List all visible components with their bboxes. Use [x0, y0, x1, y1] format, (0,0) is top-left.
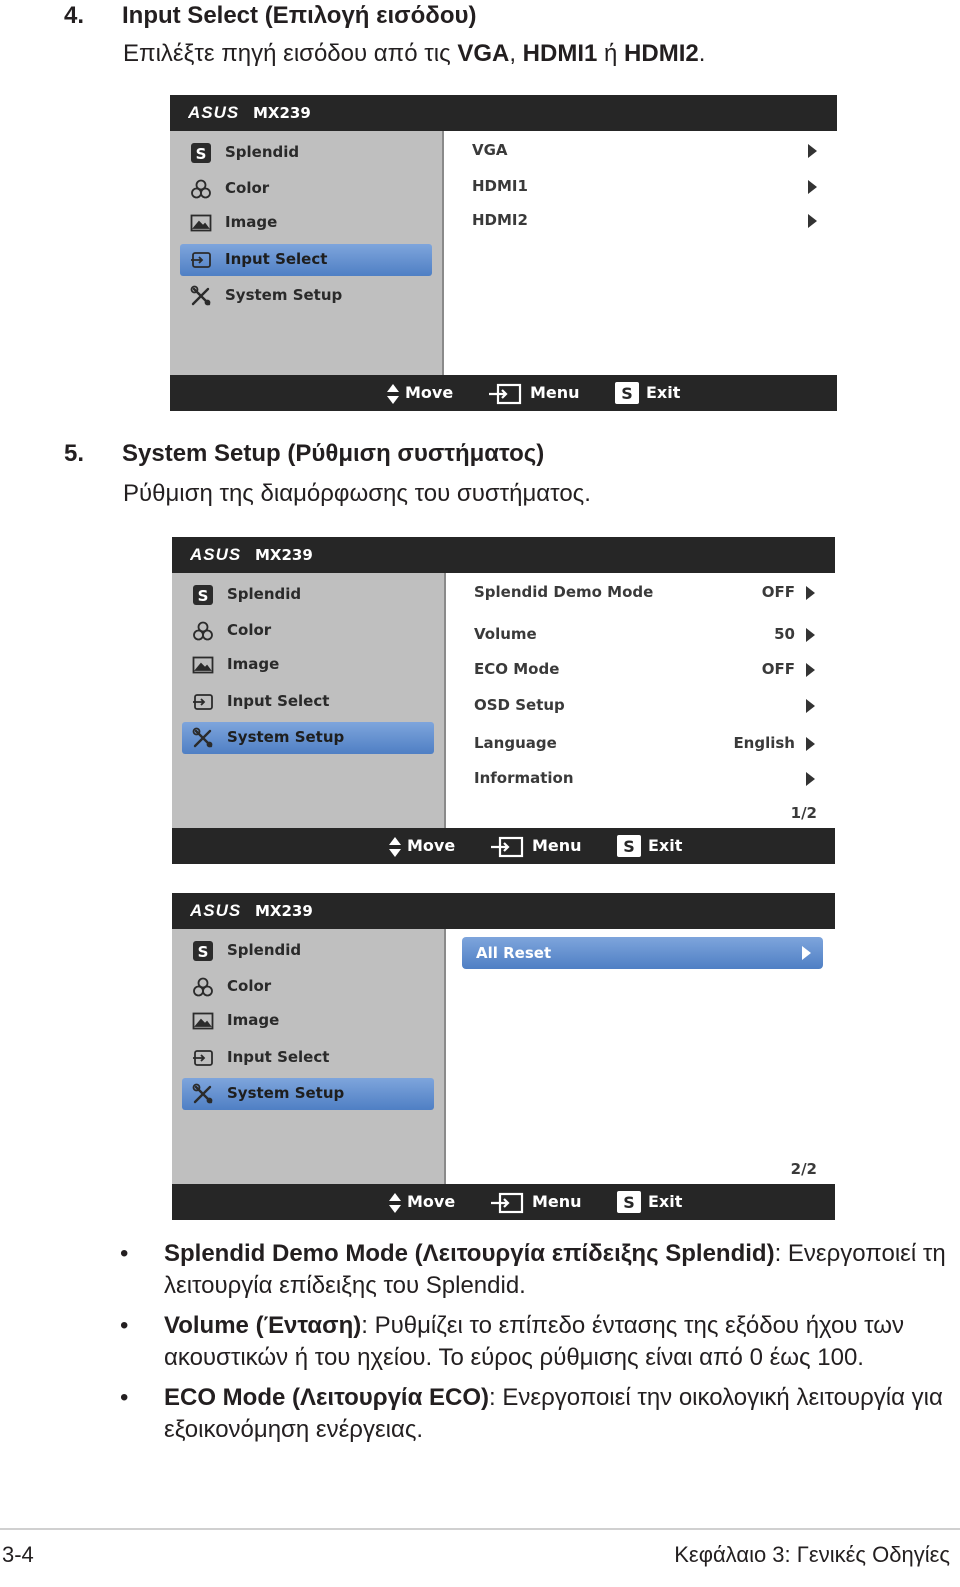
- osd-footer: [172, 828, 835, 864]
- asus-logo: [188, 103, 246, 121]
- menu-item-color[interactable]: [182, 615, 434, 647]
- page-number: 3-4: [2, 1542, 34, 1567]
- footer-menu-label: Menu: [532, 836, 582, 855]
- menu-item-image[interactable]: [180, 207, 432, 239]
- osd-footer: [170, 375, 837, 411]
- svg-text:S: S: [195, 145, 207, 163]
- osd-header: [170, 95, 837, 131]
- splendid-s-icon: [192, 584, 214, 606]
- osd-footer: [172, 1184, 835, 1220]
- menu-item-input-select[interactable]: [182, 1042, 434, 1074]
- setting-osd-setup[interactable]: [474, 694, 817, 718]
- svg-text:S: S: [623, 1193, 635, 1212]
- menu-enter-icon: [490, 834, 524, 858]
- input-select-icon: [192, 1047, 214, 1069]
- option-label: HDMI2: [472, 211, 528, 229]
- menu-enter-icon: [488, 381, 522, 405]
- arrow-right-icon: [808, 144, 817, 158]
- bullet-icon: •: [120, 1240, 129, 1267]
- bullet-icon: •: [120, 1384, 129, 1411]
- svg-text:S: S: [197, 943, 209, 961]
- menu-item-label: Input Select: [227, 692, 330, 710]
- system-setup-icon: [192, 1083, 214, 1105]
- image-icon: [192, 1010, 214, 1032]
- asus-logo: [190, 901, 248, 919]
- arrow-right-icon: [806, 663, 815, 677]
- move-arrows-icon: [388, 1192, 402, 1214]
- desc-vga: VGA: [457, 40, 510, 67]
- osd-submenu: [442, 131, 837, 375]
- menu-item-label: System Setup: [227, 1084, 345, 1102]
- option-hdmi1[interactable]: [472, 175, 819, 199]
- bullet-text: : Ενεργοποιεί τη λειτουργία επίδειξης του Splendid.: [164, 1240, 946, 1299]
- setting-splendid-demo-mode[interactable]: [474, 581, 817, 605]
- menu-item-label: Input Select: [227, 1048, 330, 1066]
- setting-label: Splendid Demo Mode: [474, 583, 654, 601]
- menu-item-system-setup[interactable]: [182, 1078, 434, 1110]
- svg-text:S: S: [621, 384, 633, 403]
- menu-item-label: Splendid: [227, 941, 302, 959]
- input-select-icon: [192, 691, 214, 713]
- chapter-title: Κεφάλαιο 3: Γενικές Οδηγίες: [674, 1542, 950, 1567]
- menu-item-input-select[interactable]: [182, 686, 434, 718]
- menu-item-label: Color: [225, 179, 270, 197]
- footer-move-label: Move: [407, 1192, 456, 1211]
- splendid-s-icon: [192, 940, 214, 962]
- bullet-term: Splendid Demo Mode (Λειτουργία επίδειξης Splendid): [164, 1240, 775, 1267]
- osd-panel-system-setup-2: [172, 893, 835, 1220]
- menu-item-color[interactable]: [180, 173, 432, 205]
- color-icon: [190, 178, 212, 200]
- menu-item-label: Color: [227, 977, 272, 995]
- setting-descriptions: [120, 1238, 950, 1454]
- menu-item-label: Color: [227, 621, 272, 639]
- menu-item-system-setup[interactable]: [182, 722, 434, 754]
- menu-item-image[interactable]: [182, 649, 434, 681]
- system-setup-icon: [192, 727, 214, 749]
- desc-hdmi1: HDMI1: [522, 40, 598, 67]
- svg-text:S: S: [623, 837, 635, 856]
- arrow-right-icon: [808, 214, 817, 228]
- desc-sep: ή: [597, 40, 625, 67]
- setting-value: OFF: [761, 660, 795, 678]
- setting-label: ECO Mode: [474, 660, 560, 678]
- footer-exit-label: Exit: [646, 383, 681, 402]
- bullet-text: : Ρυθμίζει το επίπεδο έντασης της εξόδου ήχου των ακουστικών ή του ηχείου. Το εύρος ρύθμισης είναι από 0 έως 100.: [164, 1312, 905, 1371]
- svg-text:ASUS: ASUS: [188, 103, 240, 121]
- menu-item-label: System Setup: [227, 728, 345, 746]
- section-4-description: [123, 40, 705, 68]
- all-reset-label: All Reset: [476, 944, 552, 962]
- arrow-right-icon: [806, 586, 815, 600]
- bullet-item: [120, 1382, 950, 1446]
- menu-item-splendid[interactable]: [182, 935, 434, 967]
- section-5-description: Ρύθμιση της διαμόρφωσης του συστήματος.: [123, 480, 591, 507]
- bullet-item: [120, 1310, 950, 1374]
- move-arrows-icon: [388, 836, 402, 858]
- menu-item-label: Splendid: [227, 585, 302, 603]
- osd-header: [172, 893, 835, 929]
- menu-item-label: Splendid: [225, 143, 300, 161]
- exit-s-icon: [614, 381, 640, 405]
- bullet-item: [120, 1238, 950, 1302]
- section-title-text: System Setup (Ρύθμιση συστήματος): [122, 440, 545, 467]
- color-icon: [192, 620, 214, 642]
- menu-item-input-select[interactable]: [180, 244, 432, 276]
- setting-volume[interactable]: [474, 623, 817, 647]
- image-icon: [190, 212, 212, 234]
- setting-label: Language: [474, 734, 557, 752]
- desc-hdmi2: HDMI2: [624, 40, 699, 67]
- setting-language[interactable]: [474, 732, 817, 756]
- svg-text:S: S: [197, 587, 209, 605]
- osd-header: [172, 537, 835, 573]
- section-5-title: [64, 440, 544, 468]
- menu-item-label: Image: [227, 1011, 280, 1029]
- page-indicator: 1/2: [790, 804, 817, 822]
- osd-submenu: [444, 573, 835, 828]
- bullet-term: Volume (Ένταση): [164, 1312, 362, 1339]
- footer-menu-label: Menu: [532, 1192, 582, 1211]
- svg-text:ASUS: ASUS: [190, 901, 242, 919]
- setting-value: 50: [774, 625, 795, 643]
- section-number: 4.: [64, 2, 85, 29]
- footer-menu-label: Menu: [530, 383, 580, 402]
- osd-panel-system-setup-1: [172, 537, 835, 864]
- all-reset-item[interactable]: [462, 937, 823, 969]
- setting-label: OSD Setup: [474, 696, 565, 714]
- section-4-title: [64, 2, 476, 30]
- model-name: MX239: [255, 546, 313, 564]
- page-indicator: 2/2: [790, 1160, 817, 1178]
- menu-item-splendid[interactable]: [180, 137, 432, 169]
- bullet-term: ECO Mode (Λειτουργία ECO): [164, 1384, 490, 1411]
- setting-label: Information: [474, 769, 574, 787]
- color-icon: [192, 976, 214, 998]
- image-icon: [192, 654, 214, 676]
- menu-enter-icon: [490, 1190, 524, 1214]
- setting-value: English: [733, 734, 795, 752]
- footer-exit-label: Exit: [648, 1192, 683, 1211]
- arrow-right-icon: [806, 628, 815, 642]
- bullet-icon: •: [120, 1312, 129, 1339]
- arrow-right-icon: [808, 180, 817, 194]
- desc-sep: ,: [509, 40, 523, 67]
- osd-submenu: [444, 929, 835, 1184]
- desc-end: .: [698, 40, 706, 67]
- option-label: VGA: [472, 141, 508, 159]
- setting-information[interactable]: [474, 767, 817, 791]
- section-number: 5.: [64, 440, 85, 467]
- menu-item-label: Image: [225, 213, 278, 231]
- osd-panel-input-select: [170, 95, 837, 411]
- footer-move-label: Move: [407, 836, 456, 855]
- menu-item-label: System Setup: [225, 286, 343, 304]
- option-vga[interactable]: [472, 139, 819, 163]
- footer-divider: [0, 1528, 960, 1530]
- section-title-text: Input Select (Επιλογή εισόδου): [122, 2, 477, 29]
- arrow-right-icon: [802, 946, 811, 960]
- menu-item-splendid[interactable]: [182, 579, 434, 611]
- exit-s-icon: [616, 1190, 642, 1214]
- menu-item-image[interactable]: [182, 1005, 434, 1037]
- move-arrows-icon: [386, 383, 400, 405]
- input-select-icon: [190, 249, 212, 271]
- model-name: MX239: [255, 902, 313, 920]
- setting-eco-mode[interactable]: [474, 658, 817, 682]
- menu-item-label: Image: [227, 655, 280, 673]
- arrow-right-icon: [806, 772, 815, 786]
- splendid-s-icon: [190, 142, 212, 164]
- menu-item-label: Input Select: [225, 250, 328, 268]
- menu-item-color[interactable]: [182, 971, 434, 1003]
- menu-item-system-setup[interactable]: [180, 280, 432, 312]
- svg-text:ASUS: ASUS: [190, 545, 242, 563]
- desc-text: Επιλέξτε πηγή εισόδου από τις: [123, 40, 458, 67]
- option-hdmi2[interactable]: [472, 209, 819, 233]
- setting-label: Volume: [474, 625, 537, 643]
- exit-s-icon: [616, 834, 642, 858]
- bullet-text: : Ενεργοποιεί την οικολογική λειτουργία για εξοικονόμηση ενέργειας.: [164, 1384, 943, 1443]
- asus-logo: [190, 545, 248, 563]
- setting-value: OFF: [761, 583, 795, 601]
- arrow-right-icon: [806, 699, 815, 713]
- footer-move-label: Move: [405, 383, 454, 402]
- footer-exit-label: Exit: [648, 836, 683, 855]
- option-label: HDMI1: [472, 177, 528, 195]
- model-name: MX239: [253, 104, 311, 122]
- system-setup-icon: [190, 285, 212, 307]
- arrow-right-icon: [806, 737, 815, 751]
